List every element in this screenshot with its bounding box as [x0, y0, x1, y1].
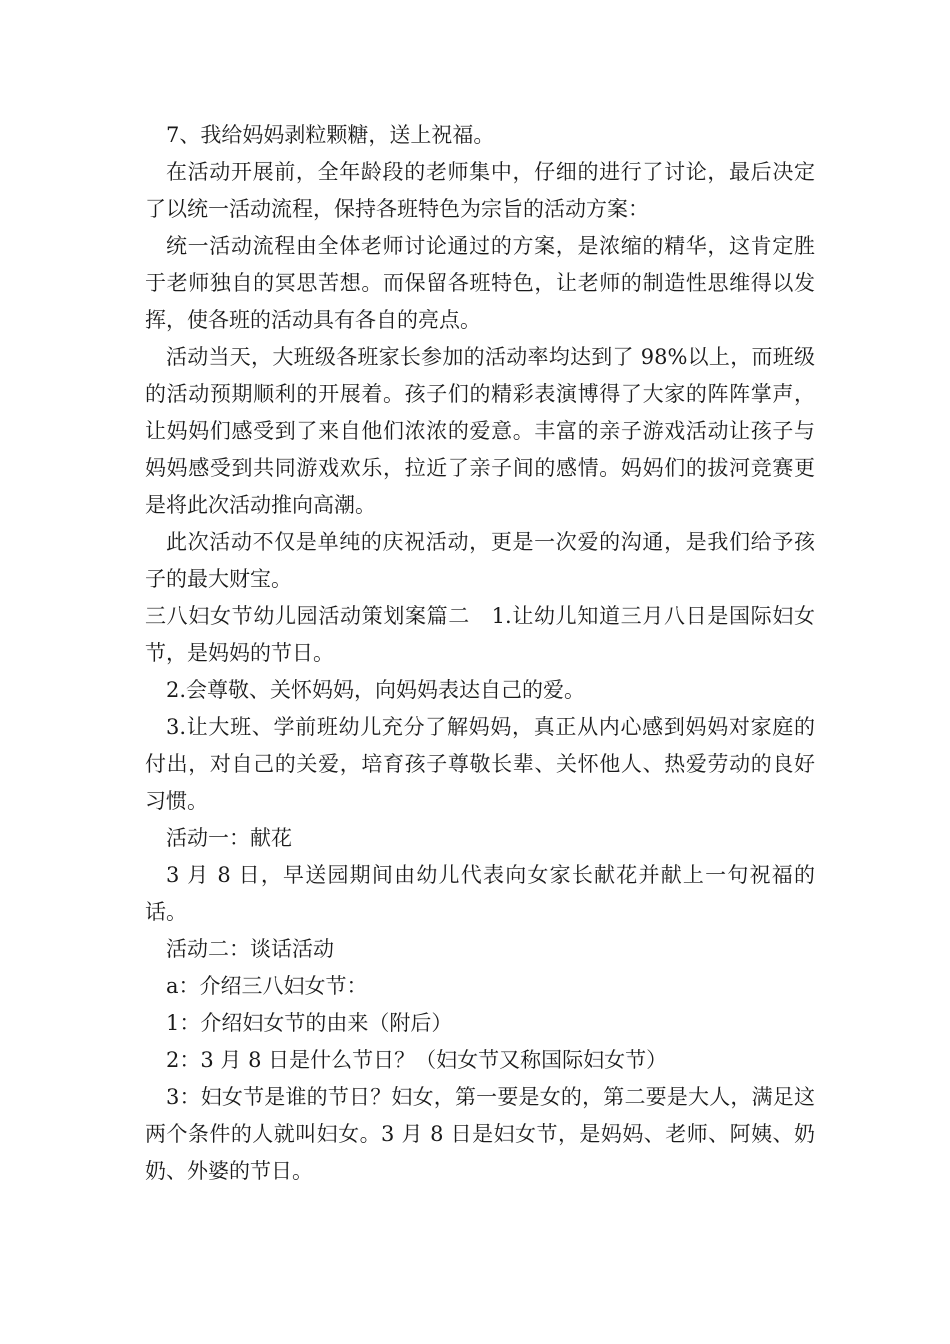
paragraph-goal-3: 3.让大班、学前班幼儿充分了解妈妈，真正从内心感到妈妈对家庭的付出，对自己的关爱，培育孩子尊敬长辈、关怀他人、热爱劳动的良好习惯。: [145, 715, 815, 813]
paragraph-goal-2: 2.会尊敬、关怀妈妈，向妈妈表达自己的爱。: [166, 678, 586, 702]
paragraph-activity-one-title: 活动一：献花: [166, 826, 292, 850]
paragraph-summary: 此次活动不仅是单纯的庆祝活动，更是一次爱的沟通，是我们给予孩子的最大财宝。: [145, 530, 815, 591]
paragraph-intro-womens-day: a：介绍三八妇女节：: [166, 974, 368, 998]
paragraph-activity-two-title: 活动二：谈话活动: [166, 937, 334, 961]
paragraph-activity-day: 活动当天，大班级各班家长参加的活动率均达到了 98%以上，而班级的活动预期顺利的开展着。孩子们的精彩表演博得了大家的阵阵掌声，让妈妈们感受到了来自他们浓浓的爱意。丰富的亲子游戏活动让孩子与妈妈感受到共同游戏欢乐，拉近了亲子间的感情。妈妈们的拔河竞赛更是将此次活动推向高潮。: [145, 345, 815, 517]
paragraph-item-1: 1：介绍妇女节的由来（附后）: [166, 1011, 453, 1035]
paragraph-item-2: 2：3 月 8 日是什么节日？（妇女节又称国际妇女节）: [166, 1048, 668, 1072]
paragraph-gift-candy: 7、我给妈妈剥粒颗糖，送上祝福。: [166, 123, 495, 147]
paragraph-section-two-heading: 三八妇女节幼儿园活动策划案篇二 1.让幼儿知道三月八日是国际妇女节，是妈妈的节日。: [145, 604, 815, 665]
document-body: [145, 117, 815, 1190]
paragraph-planning: 在活动开展前，全年龄段的老师集中，仔细的进行了讨论，最后决定了以统一活动流程，保持各班特色为宗旨的活动方案：: [145, 160, 815, 221]
paragraph-activity-one-body: 3 月 8 日，早送园期间由幼儿代表向女家长献花并献上一句祝福的话。: [145, 863, 815, 924]
paragraph-unified-process: 统一活动流程由全体老师讨论通过的方案，是浓缩的精华，这肯定胜于老师独自的冥思苦想。而保留各班特色，让老师的制造性思维得以发挥，使各班的活动具有各自的亮点。: [145, 234, 815, 332]
paragraph-item-3: 3：妇女节是谁的节日？妇女，第一要是女的，第二要是大人，满足这两个条件的人就叫妇女。3 月 8 日是妇女节，是妈妈、老师、阿姨、奶奶、外婆的节日。: [145, 1085, 815, 1183]
